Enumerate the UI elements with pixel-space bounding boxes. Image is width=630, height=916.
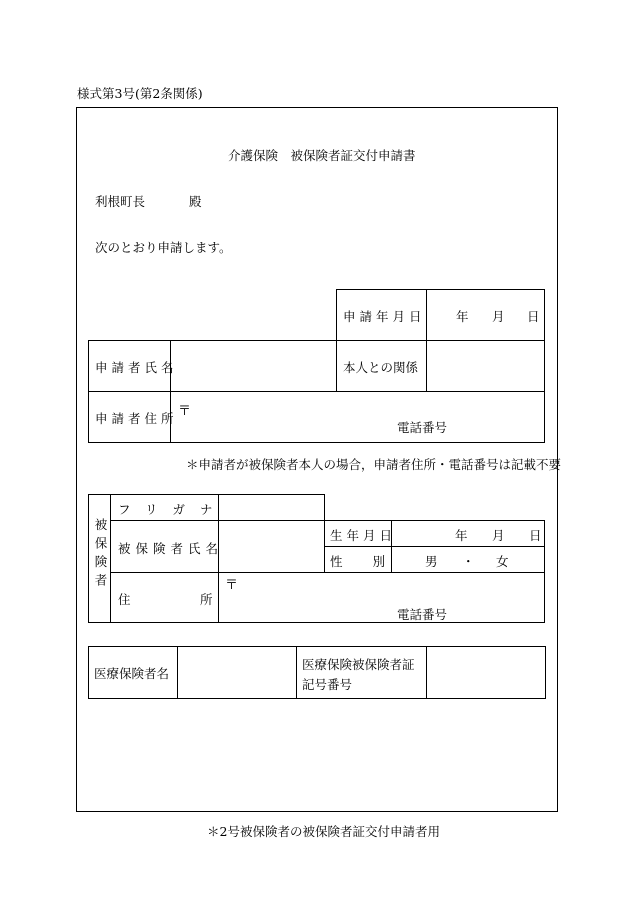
- birth-date-month: 月: [492, 528, 505, 543]
- application-date-month: 月: [492, 309, 505, 324]
- insured-phone-label: 電話番号: [397, 607, 448, 622]
- addressee-honorific: 殿: [189, 194, 202, 209]
- sex-separator: ・: [462, 554, 475, 569]
- insured-address-field[interactable]: [219, 573, 544, 622]
- application-date-field[interactable]: [427, 290, 544, 340]
- birth-date-label: 生年月日: [330, 528, 397, 543]
- medical-insurer-field[interactable]: [178, 647, 296, 698]
- furigana-field[interactable]: [219, 495, 324, 520]
- applicant-name-field[interactable]: [171, 341, 336, 391]
- applicant-note: ＊申請者が被保険者本人の場合，申請者住所・電話番号は記載不要: [186, 457, 562, 472]
- birth-date-field[interactable]: [392, 521, 544, 546]
- insured-name-field[interactable]: [219, 521, 324, 572]
- sex-female-option[interactable]: 女: [496, 554, 509, 569]
- insured-section-label: 被保険者: [93, 518, 108, 592]
- applicant-address-label: 申請者住所: [95, 411, 178, 426]
- footer-note: ＊2号被保険者の被保険者証交付申請者用: [207, 824, 440, 839]
- birth-date-day: 日: [529, 528, 542, 543]
- insured-address-label-2: 所: [200, 592, 213, 607]
- addressee-name: 利根町長: [95, 194, 146, 209]
- form-title: 介護保険 被保険者証交付申請書: [228, 148, 416, 163]
- insured-address-label-1: 住: [118, 592, 131, 607]
- medical-insurer-label: 医療保険者名: [94, 666, 170, 681]
- birth-date-year: 年: [455, 528, 468, 543]
- relation-label: 本人との関係: [343, 360, 419, 375]
- form-number: 様式第3号(第2条関係): [77, 86, 203, 101]
- insured-postal-mark: 〒: [225, 578, 239, 593]
- furigana-label: フリガナ: [118, 502, 228, 517]
- applicant-phone-label: 電話番号: [397, 420, 448, 435]
- intro-text: 次のとおり申請します。: [95, 240, 232, 255]
- medical-cert-field[interactable]: [427, 647, 544, 698]
- relation-field[interactable]: [427, 341, 544, 391]
- application-date-label: 申請年月日: [343, 309, 426, 324]
- sex-label: 性別: [330, 554, 416, 569]
- applicant-postal-mark: 〒: [178, 404, 192, 419]
- insured-name-label: 被保険者氏名: [118, 541, 224, 556]
- application-date-day: 日: [527, 309, 540, 324]
- medical-cert-label-2: 記号番号: [302, 677, 353, 692]
- sex-male-option[interactable]: 男: [425, 554, 438, 569]
- applicant-address-field[interactable]: [171, 392, 544, 442]
- medical-cert-label-1: 医療保険被保険者証: [302, 657, 415, 672]
- applicant-name-label: 申請者氏名: [95, 360, 178, 375]
- application-date-year: 年: [456, 309, 469, 324]
